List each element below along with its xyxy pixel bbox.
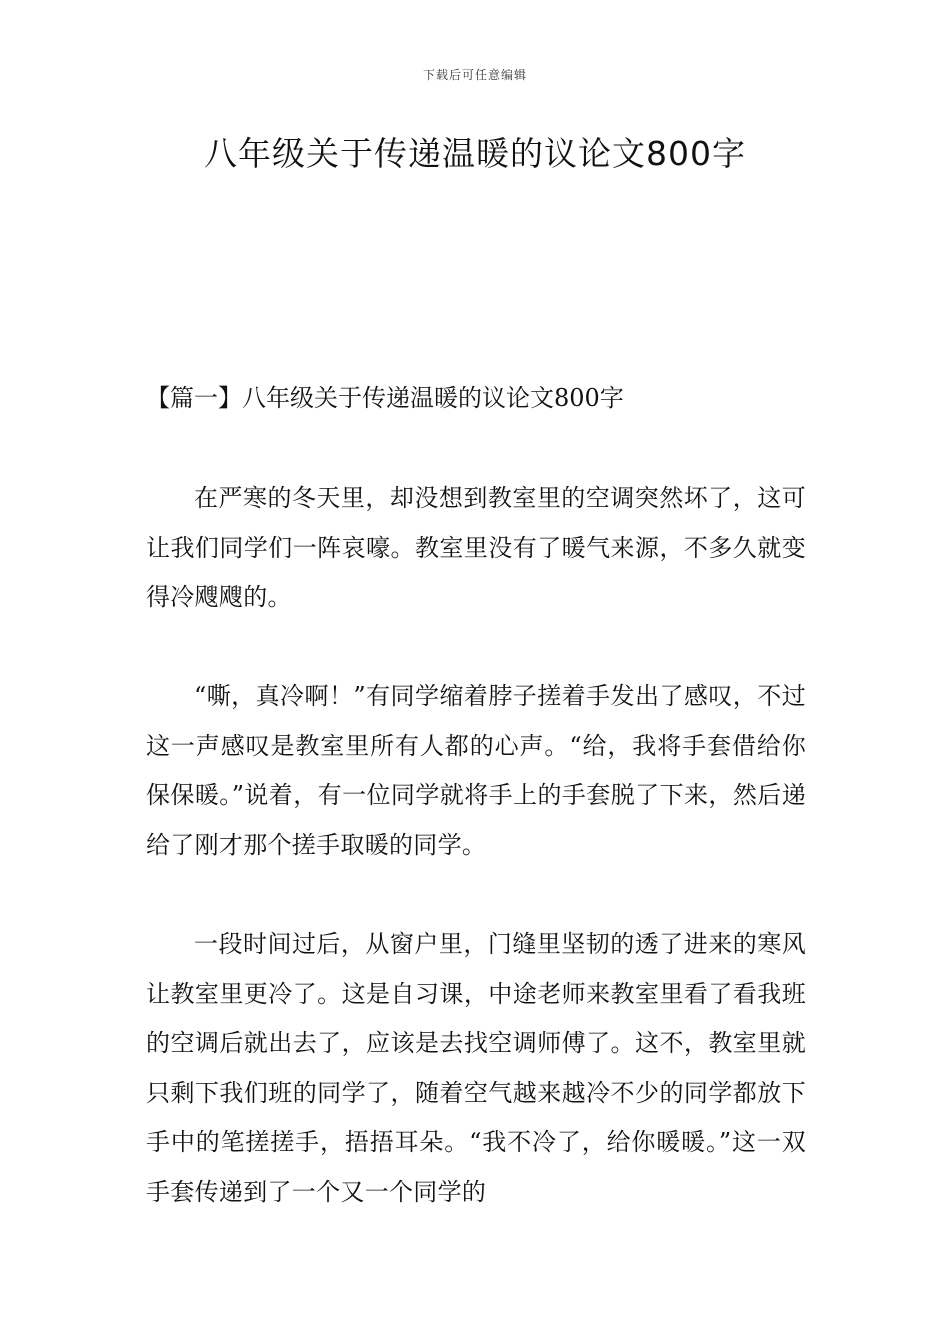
body-paragraph-3: 一段时间过后，从窗户里，门缝里坚韧的透了进来的寒风让教室里更冷了。这是自习课，中途老师来教室里看了看我班的空调后就出去了，应该是去找空调师傅了。这不，教室里就只剩下我们班的同学了，随着空气越来越冷不少的同学都放下手中的笔搓搓手，捂捂耳朵。“我不冷了，给你暖暖。”这一双手套传递到了一个又一个同学的 (146, 930, 806, 1206)
body-paragraph-1: 在严寒的冬天里，却没想到教室里的空调突然坏了，这可让我们同学们一阵哀嚎。教室里没有了暖气来源，不多久就变得冷飕飕的。 (146, 484, 806, 611)
section-heading: 【篇一】八年级关于传递温暖的议论文800字 (146, 384, 624, 412)
document-title: 八年级关于传递温暖的议论文800字 (204, 134, 746, 173)
body-paragraph-2: “嘶，真冷啊！”有同学缩着脖子搓着手发出了感叹，不过这一声感叹是教室里所有人都的心声。“给，我将手套借给你保保暖。”说着，有一位同学就将手上的手套脱了下来，然后递给了刚才那个搓手取暖的同学。 (146, 682, 806, 859)
header-note: 下载后可任意编辑 (422, 68, 527, 82)
